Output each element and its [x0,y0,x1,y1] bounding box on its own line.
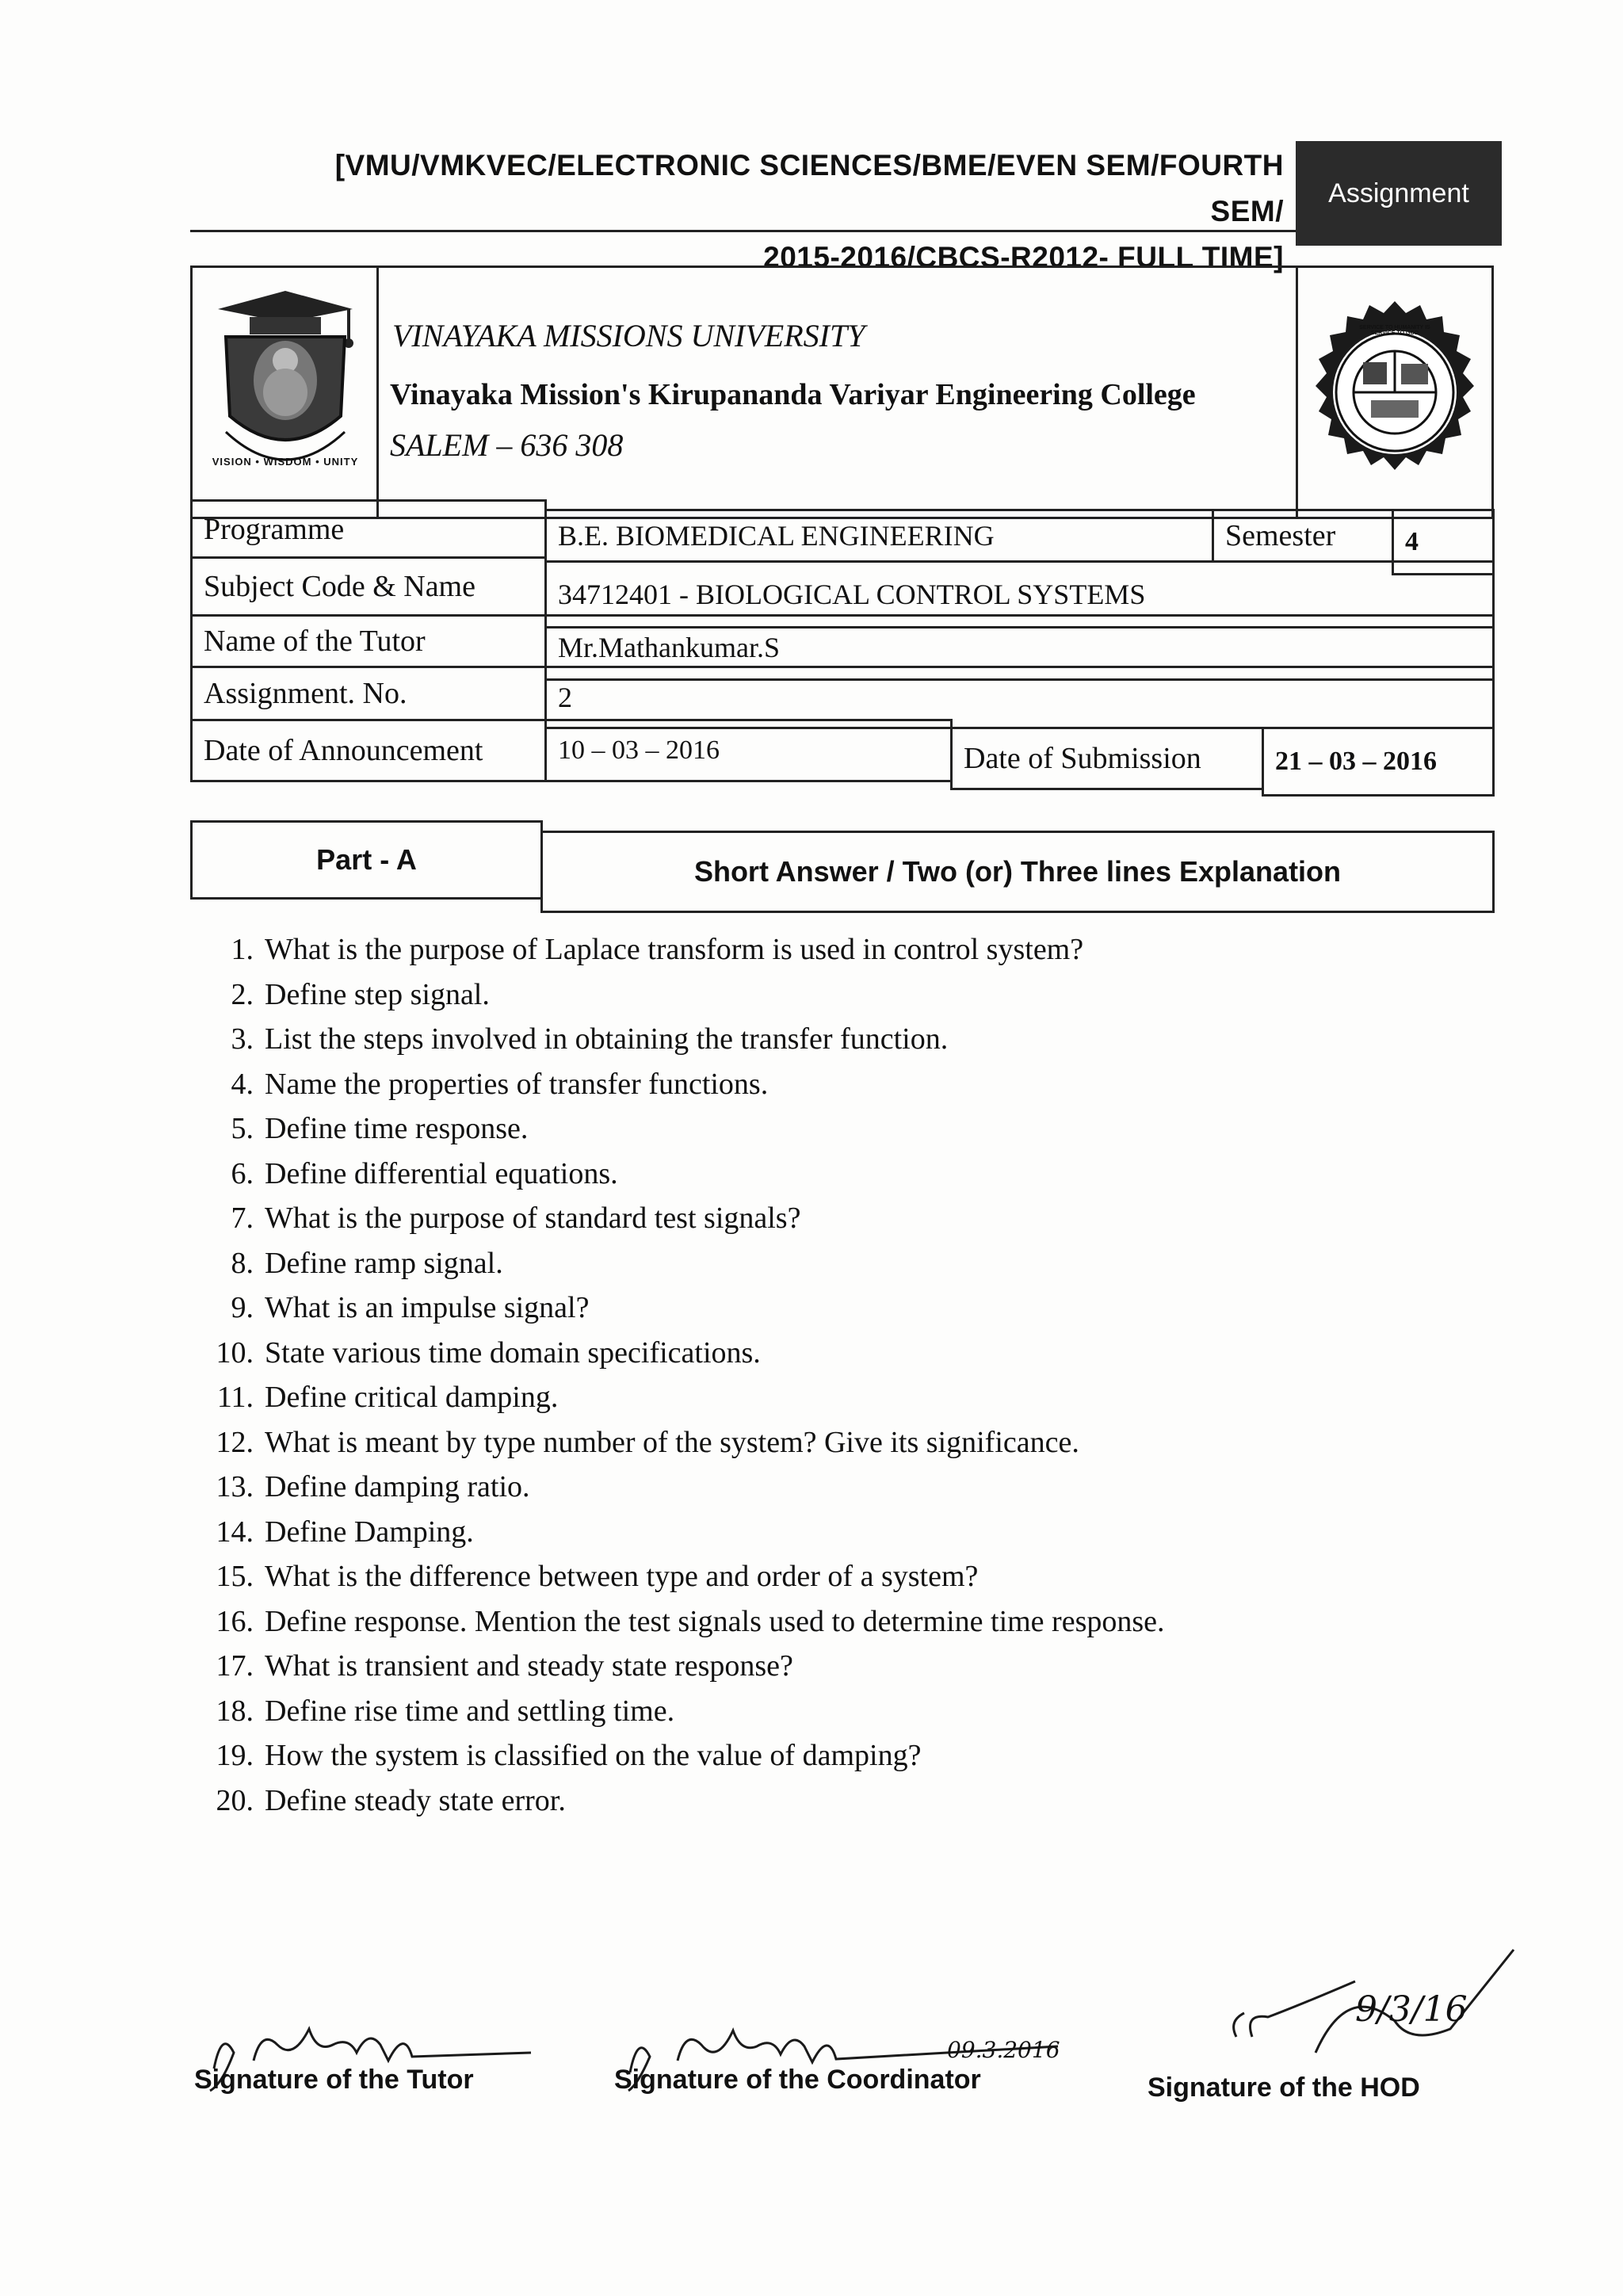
header-code [333,143,1284,281]
university-name: VINAYAKA MISSIONS UNIVERSITY [392,318,865,353]
question-text: Define time response. [265,1112,529,1146]
coordinator-signature-label: Signature of the Coordinator [614,2065,981,2095]
question-text: Define step signal. [265,977,490,1011]
part-label: Part - A [190,820,543,900]
coordinator-signature-date: 09.3.2016 [947,2037,1060,2063]
semester-label: Semester [1212,509,1394,563]
question-item [198,1554,1466,1599]
hod-signature-date: 9/3/16 [1355,1989,1468,2030]
question-item [198,1510,1466,1555]
question-item [198,927,1466,972]
question-item [198,1420,1466,1465]
university-logo-icon [202,273,369,503]
college-name: Vinayaka Mission's Kirupananda Variyar Engineering College [390,378,1196,411]
question-item [198,1644,1466,1689]
question-text: What is meant by type number of the system? Give its significance. [265,1425,1079,1459]
semester-value: 4 [1392,509,1495,575]
question-text: Define ramp signal. [265,1246,503,1280]
question-number: 17. [216,1649,254,1683]
question-number: 10. [216,1335,254,1370]
question-text: What is transient and steady state response? [265,1649,793,1683]
question-item [198,1196,1466,1241]
question-text: How the system is classified on the value of damping? [265,1739,922,1773]
header-code-line1: [VMU/VMKVEC/ELECTRONIC SCIENCES/BME/EVEN SEM/FOURTH SEM/ [334,149,1284,227]
question-number: 15. [216,1560,254,1594]
hod-signature-label: Signature of the HOD [1148,2073,1420,2103]
question-text: What is the difference between type and order of a system? [265,1560,979,1594]
question-item [198,1599,1466,1645]
college-seal [1300,293,1490,491]
question-text: Define steady state error. [265,1783,566,1817]
question-text: Define rise time and settling time. [265,1694,675,1728]
question-item [198,1689,1466,1734]
submission-label: Date of Submission [950,727,1264,790]
question-text: What is the purpose of standard test signals? [265,1201,801,1236]
question-item [198,1286,1466,1331]
question-text: Define Damping. [265,1515,474,1549]
question-item [198,972,1466,1018]
question-item [198,1375,1466,1420]
question-number: 9. [231,1291,254,1325]
programme-value: B.E. BIOMEDICAL ENGINEERING [544,509,1214,563]
assignment-label: Assignment. No. [190,666,547,721]
seal-text: SERVICE TO HUMANITY IS SERVICE TO GOD [1359,325,1430,336]
question-item [198,1152,1466,1197]
question-item [198,1733,1466,1778]
question-item [198,1062,1466,1107]
university-logo [202,273,369,503]
announcement-label: Date of Announcement [190,719,547,782]
logo-motto: VISION • WISDOM • UNITY [212,456,359,468]
college-seal-icon [1300,293,1490,491]
question-number: 3. [231,1022,254,1056]
question-number: 8. [231,1246,254,1280]
question-text: State various time domain specifications. [265,1335,761,1370]
question-text: Define response. Mention the test signals used to determine time response. [265,1604,1165,1638]
assignment-value: 2 [544,666,1495,729]
announcement-value: 10 – 03 – 2016 [544,719,953,782]
part-description: Short Answer / Two (or) Three lines Explanation [540,831,1495,913]
programme-label: Programme [190,499,547,559]
question-number: 12. [216,1425,254,1459]
subject-label: Subject Code & Name [190,556,547,617]
question-number: 18. [216,1694,254,1728]
question-item [198,1331,1466,1376]
question-text: List the steps involved in obtaining the transfer function. [265,1022,949,1056]
header-code-line2: 2015-2016/CBCS-R2012- FULL TIME] [763,241,1284,273]
question-number: 4. [231,1067,254,1101]
question-number: 20. [216,1783,254,1817]
subject-value: 34712401 - BIOLOGICAL CONTROL SYSTEMS [544,560,1495,628]
tutor-signature-label: Signature of the Tutor [194,2065,474,2095]
question-item [198,1017,1466,1062]
submission-value: 21 – 03 – 2016 [1262,727,1495,797]
question-text: Name the properties of transfer functions. [265,1067,769,1101]
question-number: 11. [216,1381,254,1415]
question-text: What is the purpose of Laplace transform is used in control system? [265,933,1084,967]
institution-divider-left [376,266,379,519]
tutor-label: Name of the Tutor [190,614,547,668]
question-number: 2. [231,977,254,1011]
question-item [198,1778,1466,1824]
question-text: Define critical damping. [265,1381,559,1415]
tutor-value: Mr.Mathankumar.S [544,614,1495,681]
question-number: 19. [216,1739,254,1773]
question-item [198,1465,1466,1510]
question-item [198,1241,1466,1286]
question-number: 7. [231,1201,254,1236]
question-text: What is an impulse signal? [265,1291,590,1325]
question-number: 16. [216,1604,254,1638]
header-rule [190,230,1300,232]
question-number: 13. [216,1470,254,1504]
question-number: 1. [231,933,254,967]
question-item [198,1106,1466,1152]
assignment-badge: Assignment [1296,141,1502,246]
question-list [198,927,1466,1823]
question-text: Define differential equations. [265,1156,618,1190]
question-number: 6. [231,1156,254,1190]
institution-divider-right [1296,266,1298,519]
college-location: SALEM – 636 308 [390,427,624,463]
question-text: Define damping ratio. [265,1470,530,1504]
question-number: 14. [216,1515,254,1549]
question-number: 5. [231,1112,254,1146]
